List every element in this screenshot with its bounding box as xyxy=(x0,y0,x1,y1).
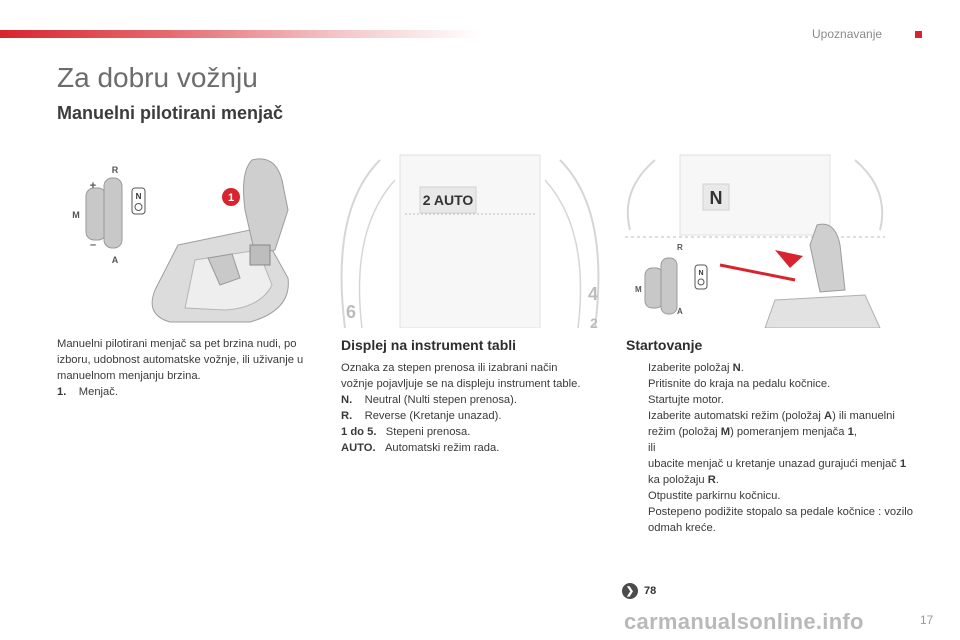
page-reference-link[interactable] xyxy=(622,583,656,599)
arrow-right-icon: ❯ xyxy=(622,583,638,599)
svg-text:A: A xyxy=(111,255,119,265)
starting-heading: Startovanje xyxy=(626,337,703,353)
definition-item: R. Reverse (Kretanje unazad). xyxy=(341,410,502,422)
page-number: 17 xyxy=(920,613,934,627)
svg-text:4: 4 xyxy=(588,284,599,304)
list-item: Pritisnite do kraja na pedalu kočnice. xyxy=(648,378,831,390)
svg-text:2: 2 xyxy=(590,315,598,328)
instrument-panel-illustration xyxy=(340,150,600,328)
starting-steps-list xyxy=(626,360,916,536)
list-item: Postepeno podižite stopalo sa pedale kočnice : vozilo odmah kreće. xyxy=(648,506,913,534)
page-title: Za dobru vožnju xyxy=(57,62,258,93)
section-marker xyxy=(915,31,922,38)
svg-text:+: + xyxy=(89,180,97,192)
neutral-display-text: N xyxy=(709,188,723,208)
svg-text:N: N xyxy=(135,192,142,201)
definition-item: N. Neutral (Nulti stepen prenosa). xyxy=(341,394,517,406)
display-text-block xyxy=(341,360,591,456)
svg-text:R: R xyxy=(677,243,683,252)
svg-text:M: M xyxy=(72,210,80,220)
watermark: carmanualsonline.info xyxy=(624,609,864,634)
intro-text-block xyxy=(57,336,309,400)
svg-text:M: M xyxy=(635,285,642,294)
gear-display-text: 2 AUTO xyxy=(422,192,474,208)
starting-procedure-illustration xyxy=(625,150,885,328)
legend-item: 1. Menjač. xyxy=(57,386,118,398)
svg-text:N: N xyxy=(698,270,704,277)
list-item: Otpustite parkirnu kočnicu. xyxy=(648,490,781,502)
svg-text:–: – xyxy=(89,239,97,251)
list-item: Startujte motor. xyxy=(648,394,724,406)
definition-item: AUTO. Automatski režim rada. xyxy=(341,442,500,454)
gear-lever-illustration xyxy=(60,150,310,330)
header-accent-bar xyxy=(0,30,480,38)
section-label: Upoznavanje xyxy=(812,27,883,41)
display-heading: Displej na instrument tabli xyxy=(341,337,517,353)
intro-paragraph: Manuelni pilotirani menjač sa pet brzina nudi, po izboru, udobnost automatske vožnje, ili uživanje u manuelnom menjanju brzina. xyxy=(57,338,304,382)
list-item: Izaberite automatski režim (položaj A) ili manuelni režim (položaj M) pomeranjem menjača 1, ili ubacite menjač u kretanje unazad gurajući menjač 1 ka položaju R. xyxy=(648,410,907,486)
list-item: Izaberite položaj N. xyxy=(648,362,744,374)
svg-text:6: 6 xyxy=(346,302,357,322)
page-subtitle: Manuelni pilotirani menjač xyxy=(57,103,284,123)
definition-item: 1 do 5. Stepeni prenosa. xyxy=(341,426,471,438)
svg-text:R: R xyxy=(111,165,119,175)
callout-1: 1 xyxy=(227,192,235,204)
display-intro: Oznaka za stepen prenosa ili izabrani način vožnje pojavljuje se na displeju instrument table. xyxy=(341,362,581,390)
svg-text:A: A xyxy=(677,307,683,316)
page-reference-number: 78 xyxy=(644,585,657,597)
